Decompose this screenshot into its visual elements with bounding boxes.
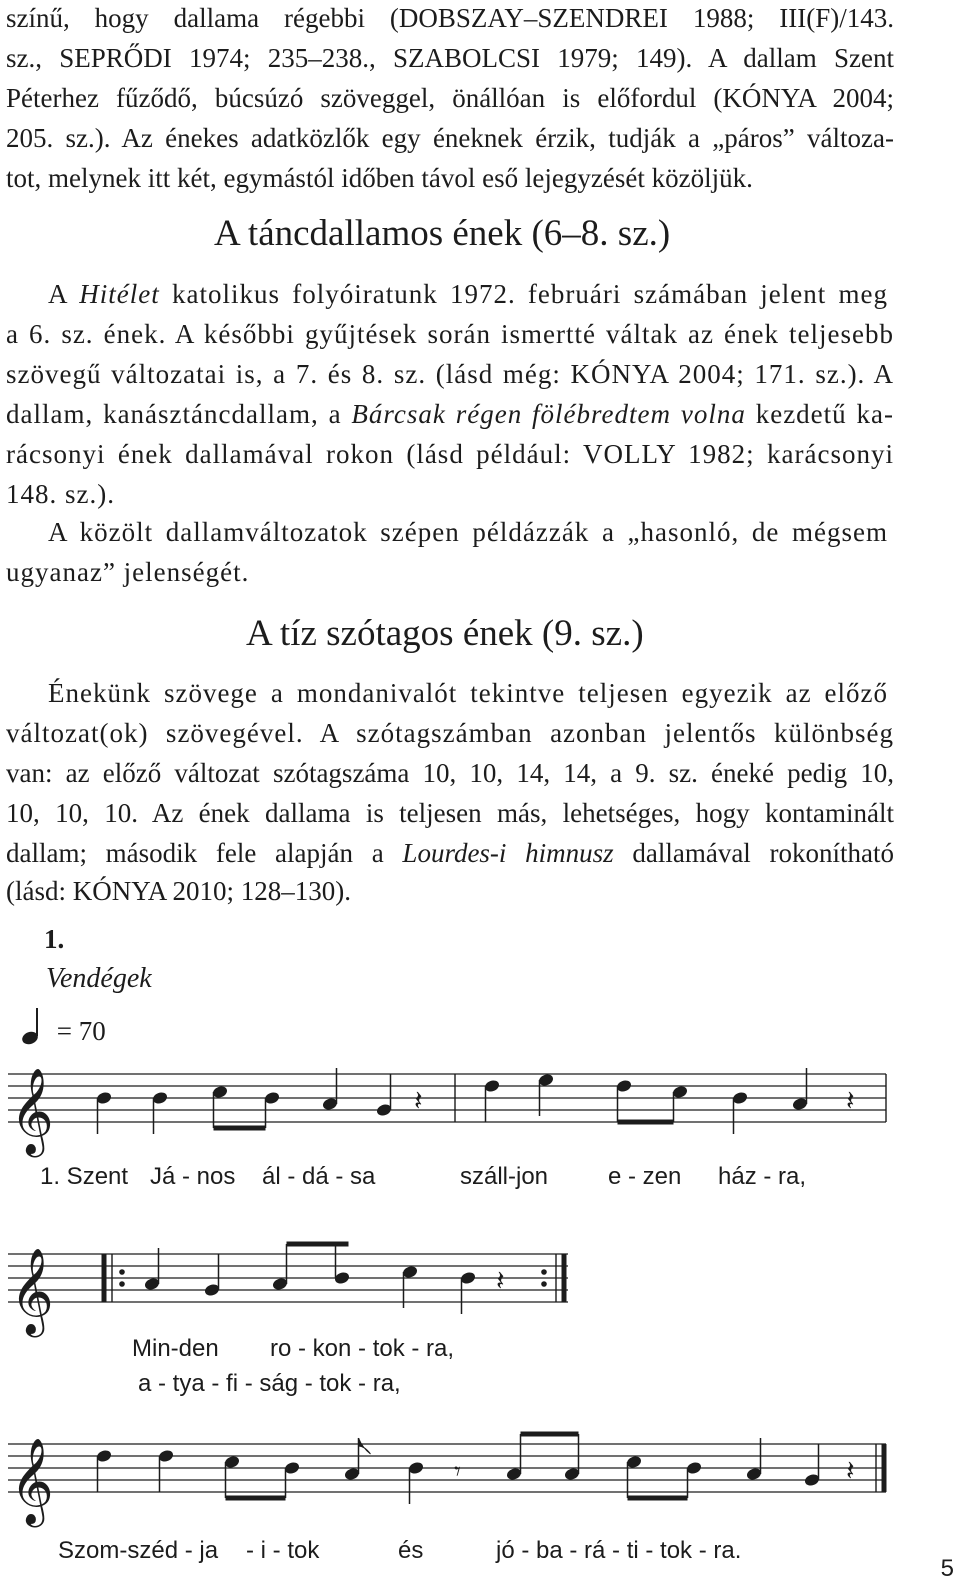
journal-title: Hitélet	[79, 279, 160, 309]
lyric-syllables: Já - nos	[150, 1163, 236, 1190]
intro-line-2: sz., SEPRŐDI 1974; 235–238., SZABOLCSI 1979; 149). A dallam Szent	[6, 43, 894, 73]
para1-l1-b: katolikus folyóiratunk 1972. februári számában jelent meg	[159, 279, 888, 309]
song-title: Vendégek	[46, 963, 152, 994]
quarter-rest-icon: 𝄽	[846, 1084, 855, 1117]
lyric-syllables: ro - kon - tok - ra,	[270, 1335, 455, 1362]
section-heading-dance-song: A táncdallamos ének (6–8. sz.)	[214, 213, 671, 254]
lyric-syllables: és	[398, 1537, 424, 1564]
lyric-syllables: ház - ra,	[718, 1163, 807, 1190]
repeat-dot	[119, 1281, 125, 1287]
sec2-line-5	[6, 835, 894, 871]
treble-clef-icon: 𝄞	[10, 1248, 54, 1334]
lyric-syllables: a - tya - fi - ság - tok - ra,	[138, 1370, 401, 1397]
sec2-line-2: változat(ok) szövegével. A szótagszámban azonban jelentős különbség	[6, 718, 894, 748]
para2-line-1: A közölt dallamváltozatok szépen példázzák a „hasonló, de mégsem	[48, 517, 888, 547]
repeat-dot	[541, 1269, 547, 1275]
para1-l4-a: dallam, kanásztáncdallam, a	[6, 399, 352, 429]
quarter-rest-icon: 𝄽	[414, 1084, 423, 1117]
quarter-note-icon	[20, 1008, 50, 1048]
music-staff-1	[0, 1060, 900, 1160]
lyric-syllables: e - zen	[608, 1163, 682, 1190]
repeat-dot	[541, 1281, 547, 1287]
sec2-l5-a: dallam; második fele alapján a	[6, 838, 403, 868]
para1-l4-b: kezdetű ka-	[745, 399, 894, 429]
para2-line-2: ugyanaz” jelenségét.	[6, 557, 250, 587]
sec2-line-1: Énekünk szövege a mondanivalót tekintve teljesen egyezik az előző	[48, 678, 888, 708]
para1-line-1	[48, 276, 888, 312]
song-number: 1.	[44, 924, 65, 954]
lyric-syllables: Szom-széd - ja	[58, 1537, 219, 1564]
sec2-line-4: 10, 10, 10. Az ének dallama is teljesen más, lehetséges, hogy kontaminált	[6, 798, 894, 828]
lyric-syllables: 1. Szent	[40, 1163, 129, 1190]
lyric-syllables: jó - ba - rá - ti - tok - ra.	[496, 1537, 742, 1564]
sec2-l5-b: dallamával rokonítható	[613, 838, 894, 868]
intro-line-5: tot, melynek itt két, egymástól időben távol eső lejegyzését közöljük.	[6, 163, 753, 193]
lyric-syllables: Min-den	[132, 1335, 219, 1362]
intro-line-3: Péterhez fűződő, búcsúzó szöveggel, önállóan is előfordul (KÓNYA 2004;	[6, 83, 894, 113]
lyric-syllables: - i - tok	[246, 1537, 320, 1564]
eighth-rest-icon: 𝄾	[454, 1457, 461, 1487]
quarter-rest-icon: 𝄽	[846, 1454, 855, 1487]
treble-clef-icon: 𝄞	[10, 1068, 54, 1154]
para1-line-4	[6, 396, 894, 432]
sec2-line-3	[6, 755, 894, 791]
sec2-line-3-text: van: az előző változat szótagszáma 10, 10, 14, 14, a 9. sz. éneké pedig 10,	[6, 758, 894, 788]
para1-line-5: rácsonyi ének dallamával rokon (lásd például: VOLLY 1982; karácsonyi	[6, 439, 894, 469]
sec2-line-6: (lásd: KÓNYA 2010; 128–130).	[6, 876, 351, 906]
intro-line-4: 205. sz.). Az énekes adatközlők egy éneknek érzik, tudják a „páros” változa-	[6, 123, 894, 153]
para1-line-3: szövegű változatai is, a 7. és 8. sz. (lásd még: KÓNYA 2004; 171. sz.). A	[6, 359, 894, 389]
repeat-dot	[119, 1269, 125, 1275]
lyric-syllables: ál - dá - sa	[262, 1163, 376, 1190]
para1-line-6: 148. sz.).	[6, 479, 115, 509]
tempo-value: = 70	[56, 1016, 106, 1046]
treble-clef-icon: 𝄞	[10, 1438, 54, 1524]
note-flag	[359, 1438, 371, 1454]
para1-l1-a: A	[48, 279, 80, 309]
song-incipit: Bárcsak régen fölébredtem volna	[351, 399, 746, 429]
page-number: 5	[940, 1555, 954, 1582]
music-staff-2	[0, 1240, 900, 1340]
section-heading-ten-syllable: A tíz szótagos ének (9. sz.)	[246, 613, 644, 654]
tempo-marking	[20, 1008, 106, 1048]
hymn-title: Lourdes-i himnusz	[402, 838, 614, 868]
para1-line-2: a 6. sz. ének. A későbbi gyűjtések során ismertté váltak az ének teljesebb	[6, 319, 894, 349]
lyric-syllables: száll-jon	[460, 1163, 549, 1190]
quarter-rest-icon: 𝄽	[496, 1264, 505, 1297]
intro-line-1: színű, hogy dallama régebbi (DOBSZAY–SZENDREI 1988; III(F)/143.	[6, 3, 894, 33]
music-staff-3	[0, 1430, 900, 1530]
